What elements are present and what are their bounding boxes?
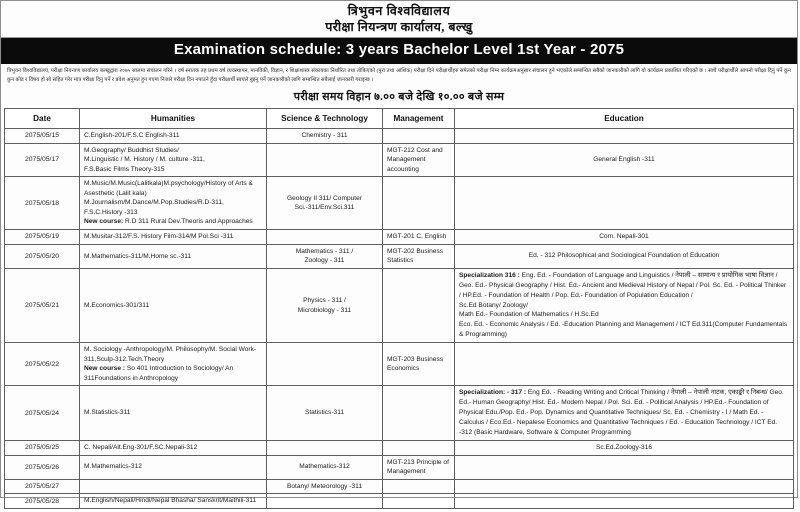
cell-humanities: M.Statistics-311 — [80, 386, 267, 440]
table-row — [5, 143, 794, 177]
column-header-education: Education — [455, 109, 794, 129]
table-row — [5, 177, 794, 230]
new-course-text: So 401 Introduction to Sociology/ An 311Foundations in Anthropology — [84, 365, 234, 382]
cell-education — [455, 268, 794, 342]
cell-science — [267, 143, 383, 177]
cell-humanities: M.Mathematics-312 — [80, 455, 267, 479]
table-row — [5, 229, 794, 244]
cell-humanities — [80, 479, 267, 494]
cell-date: 2075/05/27 — [5, 479, 80, 494]
cell-science — [267, 494, 383, 509]
specialization-line: Sc.Ed Botany/ Zoology/ — [459, 301, 528, 309]
table-row — [5, 440, 794, 455]
cell-humanities: M.Economics-301/311 — [80, 268, 267, 342]
table-row — [5, 455, 794, 479]
cell-date: 2075/05/19 — [5, 229, 80, 244]
table-row — [5, 244, 794, 268]
cell-humanities: M.Musitar-312/F.S. History Film-314/M Pol.Sci -311 — [80, 229, 267, 244]
masthead — [1, 1, 797, 38]
new-course-label: New course: — [84, 218, 124, 226]
specialization-label: Specialization 316 : — [459, 271, 520, 279]
exam-time-line: परीक्षा समय विहान ७.०० बजे देखि १०.०० बजे सम्म — [293, 91, 505, 103]
cell-management: MGT-212 Cost and Management accounting — [383, 143, 455, 177]
table-row — [5, 479, 794, 494]
schedule-table-wrap — [1, 108, 797, 512]
cell-management — [383, 386, 455, 440]
cell-humanities: C.English-201/F.S.C English-311 — [80, 129, 267, 144]
table-header-row — [5, 109, 794, 129]
cell-management — [383, 177, 455, 230]
column-header-science: Science & Technology — [267, 109, 383, 129]
cell-date: 2075/05/15 — [5, 129, 80, 144]
cell-education — [455, 343, 794, 386]
cell-education — [455, 455, 794, 479]
cell-management: MGT-202 Business Statistics — [383, 244, 455, 268]
cell-management — [383, 440, 455, 455]
cell-science: Mathematics - 311 / Zoology - 311 — [267, 244, 383, 268]
cell-date: 2075/05/21 — [5, 268, 80, 342]
cell-education: Ed. - 312 Philosophical and Sociological Foundation of Education — [455, 244, 794, 268]
university-name: त्रिभुवन विश्वविद्यालय — [347, 4, 451, 18]
cell-education — [455, 494, 794, 509]
cell-date: 2075/05/24 — [5, 386, 80, 440]
cell-management: MGT-203 Business Economics — [383, 343, 455, 386]
schedule-table — [4, 108, 794, 509]
cell-education — [455, 129, 794, 144]
cell-humanities: C. Nepali/Alt.Eng-301/F.SC.Nepali-312 — [80, 440, 267, 455]
cell-date: 2075/05/18 — [5, 177, 80, 230]
table-row — [5, 343, 794, 386]
table-row — [5, 268, 794, 342]
cell-education — [455, 386, 794, 440]
table-row — [5, 386, 794, 440]
table-row — [5, 129, 794, 144]
cell-humanities: M.English/Nepali/Hindi/Nepal Bhasha/ Sanskrit/Maithili-311 — [80, 494, 267, 509]
cell-management: MGT-213 Principle of Management — [383, 455, 455, 479]
cell-date: 2075/05/20 — [5, 244, 80, 268]
new-course-text: R.D 311 Rural Dev.Theoris and Approaches — [123, 218, 253, 226]
table-row — [5, 494, 794, 509]
table-header — [5, 109, 794, 129]
cell-science: Chemistry - 311 — [267, 129, 383, 144]
cell-education — [455, 177, 794, 230]
column-header-humanities: Humanities — [80, 109, 267, 129]
column-header-date: Date — [5, 109, 80, 129]
office-name: परीक्षा नियन्त्रण कार्यालय, बल्खु — [325, 19, 473, 34]
cell-science — [267, 440, 383, 455]
cell-science — [267, 229, 383, 244]
cell-date: 2075/05/28 — [5, 494, 80, 509]
page-title: Examination schedule: 3 years Bachelor Level 1st Year - 2075 — [1, 38, 797, 64]
cell-humanities: M.Music/M.Music(Lalitkala)M.psychology/History of Arts & Asesthetic (Lalit kala) M.Journalism/M.Dance/M.Pop.Studies/R.D-311, F.S.C.History -313 New course: R.D 311 Rural Dev.Theoris and Approaches — [80, 177, 267, 230]
cell-date: 2075/05/22 — [5, 343, 80, 386]
specialization-line: Math Ed.- Foundation of Mathematics / H.Sc.Ed — [459, 311, 599, 319]
cell-humanities: M.Geography/ Buddhist Studies/ M.Linguistic / M. History / M. culture -311, F.S.Basic Films Theory-315 — [80, 143, 267, 177]
new-course-label: New course : — [84, 365, 126, 373]
cell-date: 2075/05/26 — [5, 455, 80, 479]
cell-education — [455, 479, 794, 494]
cell-management — [383, 479, 455, 494]
cell-date: 2075/05/17 — [5, 143, 80, 177]
cell-management: MGT-201 C. English — [383, 229, 455, 244]
cell-education: Com. Nepali-301 — [455, 229, 794, 244]
cell-science: Statistics-311 — [267, 386, 383, 440]
cell-date: 2075/05/25 — [5, 440, 80, 455]
notice-paragraph: त्रिभुवन विश्वविद्यालय, परीक्षा नियन्त्रण कार्यालय बल्खुद्वारा २०७५ सालमा संचालन गरिने । वर्ष स्नातक तह प्रथम वर्ष व्यवस्थापन, मानविकी, विज्ञान, र शिक्षाशास्त्र संकायका निर्धारित तथा तोकिएको (पुरा तथा आंशिक) परीक्षा दिने परीक्षार्थीहरु समेतको परीक्षा निम्न कार्यक्रमअनुसार संचालन हुने भएकोले सम्बन्धित सबैको जानकारीको लागि यो कार्यक्रम प्रकाशित गरिएको छ । साथै परीक्षार्थीले आफ्नो परीक्षा दिनु पर्ने कुन कुन कोड र विषय हो सो सहित गरेर मात्र परीक्षा दिनु पर्ने र प्रवेश अनुमत हुन गएमा निजले परीक्षा दिन नपाउने हुँदा परीक्षार्थी स्वयंले बुझ्नु पर्ने जानकारीको लागि सम्बन्धित सबैलाई जानकारी गराइन्छ । — [7, 67, 791, 84]
cell-management — [383, 129, 455, 144]
specialization-label: Specialization: - 317 : — [459, 389, 527, 397]
cell-management — [383, 494, 455, 509]
cell-science: Botany/ Meteorology -311 — [267, 479, 383, 494]
cell-management — [383, 268, 455, 342]
cell-humanities: M.Mathematics-311/M.Home sc.-311 — [80, 244, 267, 268]
specialization-line: Eco. Ed. - Economic Analysis / Ed. -Education Planning and Management / ICT Ed.311(Computer Fundamentals & Programming) — [459, 321, 788, 339]
specialization-line: Eng Ed. - Reading Writing and Critical Thinking / नेपाली – नेपाली नाटक, एकाङ्की र निबन्ध/ Geo. Ed.- Human Geography/ Hist. Ed.- Modern Nepal / Pol. Sci. Ed. - Political Analysis / HP.Ed.- Foundation of Physical Edu./Pop. Ed.- Pop. Dynamics and Quantitative Techniques/ Sc. Ed. - Chemistry - I / Math Ed. - Calculus / Eco.Ed.- Nepalese Economics and Quantitative Techniques / Ed. - Education Technology / ICT Ed. -312 (Basic Hardware, Software & Computer Programming — [459, 389, 784, 436]
cell-science: Physics - 311 / Microbiology - 311 — [267, 268, 383, 342]
cell-humanities: M. Sociology -Anthropology/M. Philosophy/M. Social Work-311,Sculp-312.Tech.Theory New course : So 401 Introduction to Sociology/ An 311Foundations in Anthropology — [80, 343, 267, 386]
cell-science — [267, 343, 383, 386]
cell-science: Mathematics-312 — [267, 455, 383, 479]
specialization-line: Eng. Ed. - Foundation of Language and Linguistics / नेपाली – सामान्य र प्रायोगिक भाषा विज्ञान / Geo. Ed.- Physical Geography / Hist. Ed.- Ancient and Medieval History of Nepal / Pol. Sc. Ed. - Political Thinker / HP.Ed. - Foundation of Health / Pop. Ed.- Foundation of Population Education / — [459, 271, 787, 299]
cell-science: Geology II 311/ Computer Sci.-311/Env.Sci.311 — [267, 177, 383, 230]
cell-education: General English -311 — [455, 143, 794, 177]
column-header-management: Management — [383, 109, 455, 129]
cell-education: Sc.Ed.Zoology-316 — [455, 440, 794, 455]
table-body — [5, 129, 794, 509]
